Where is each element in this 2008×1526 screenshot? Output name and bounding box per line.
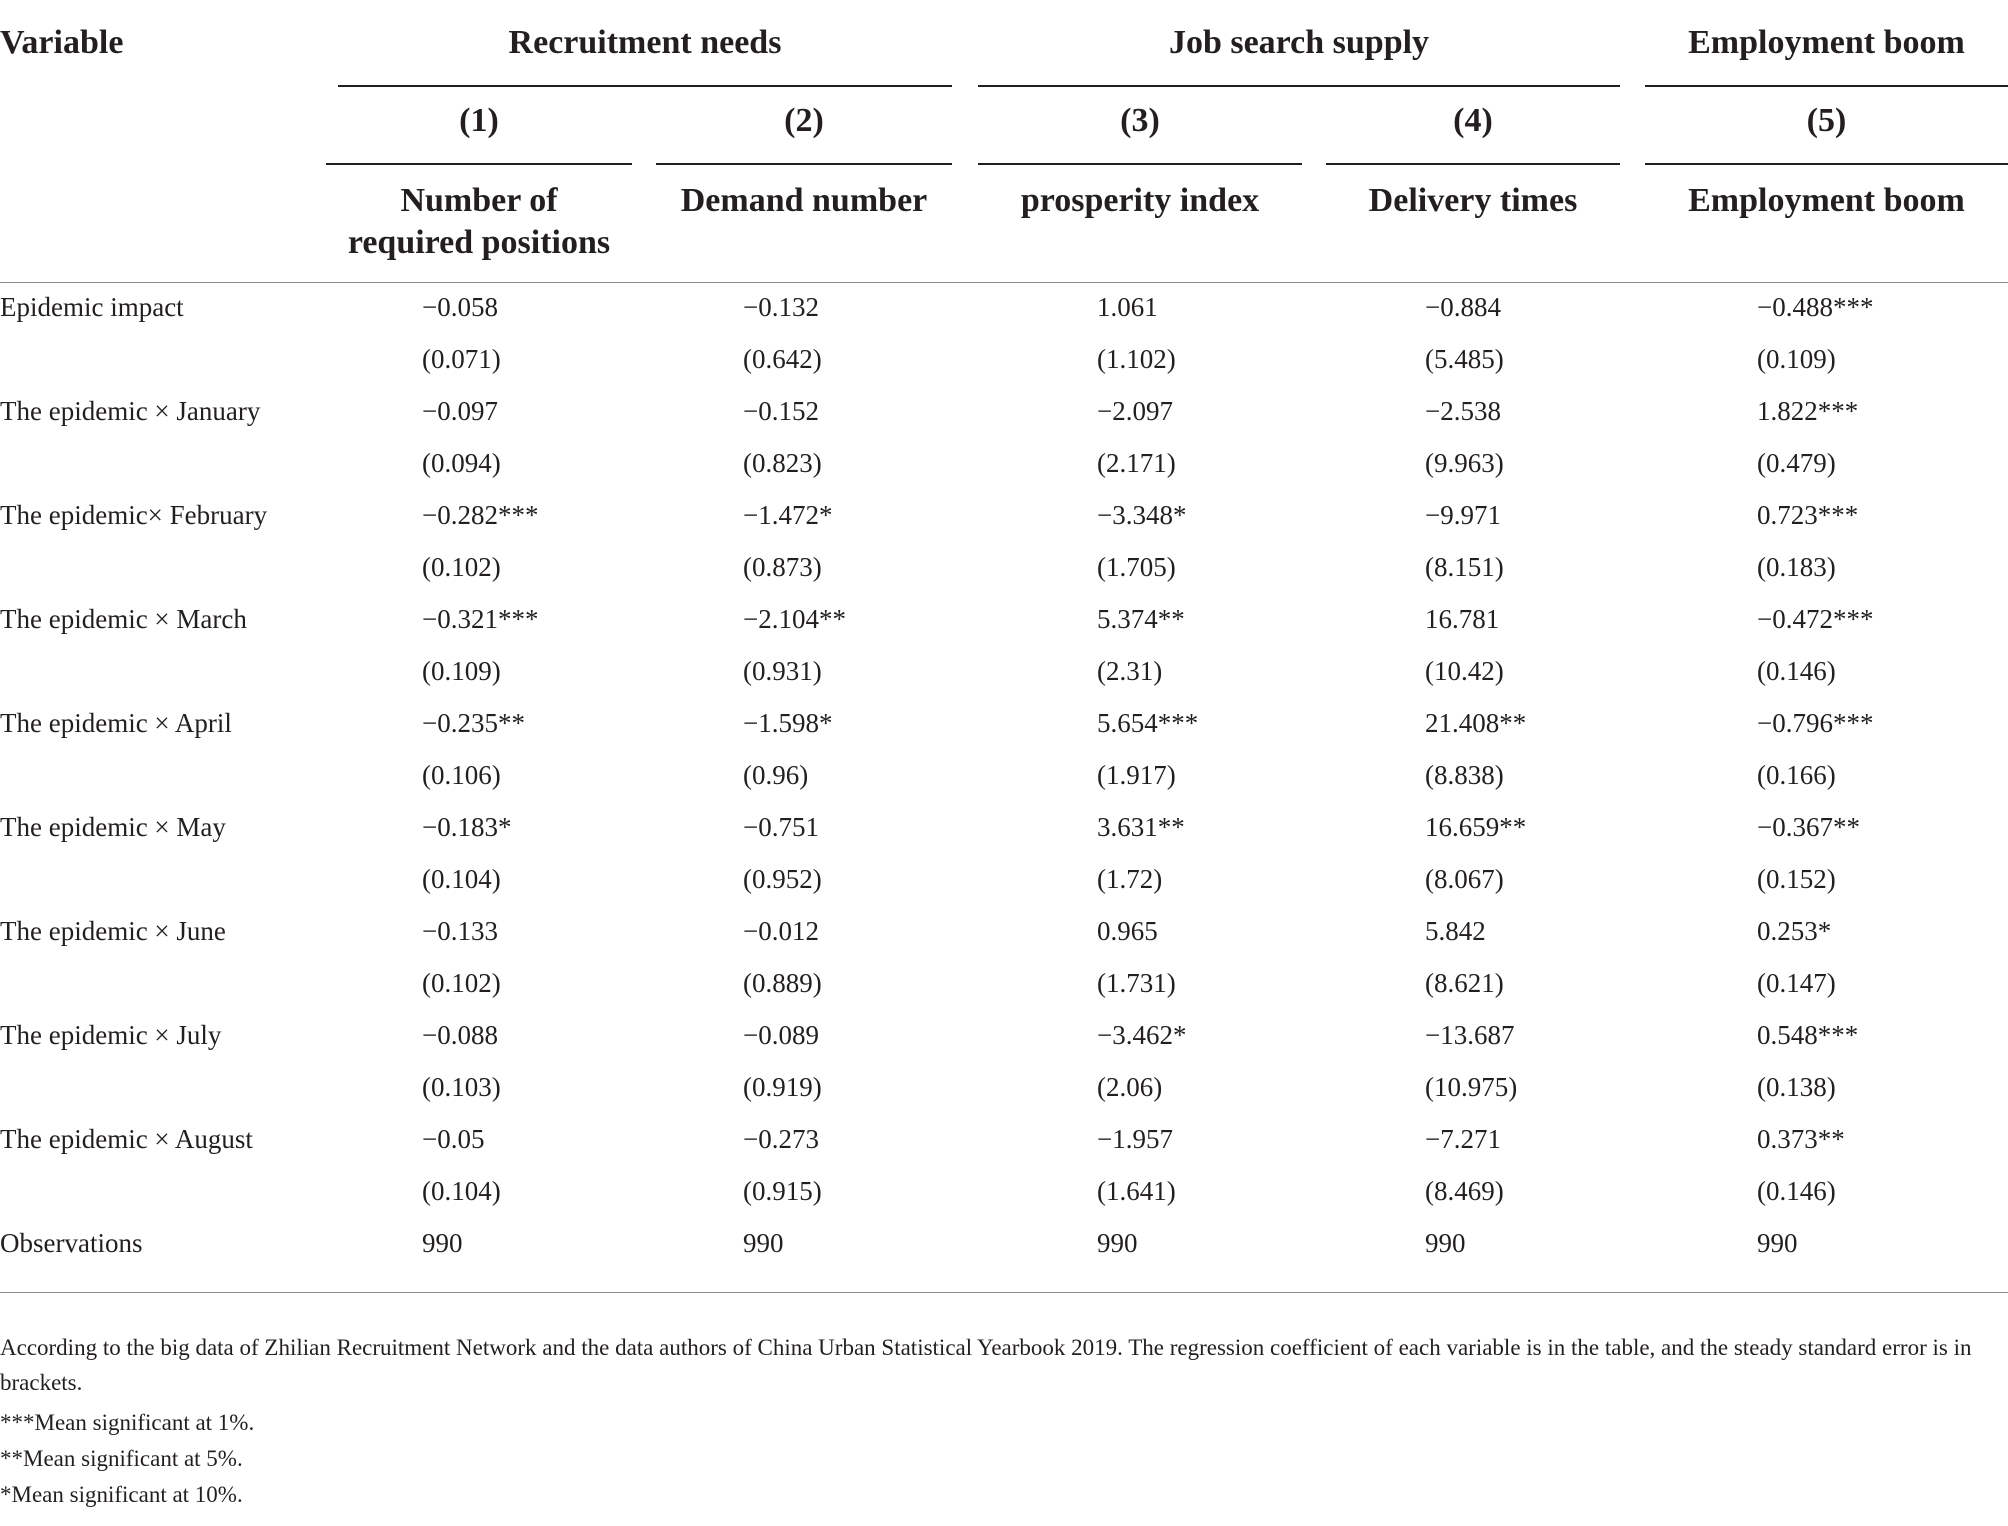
coefficient-cell: −7.271	[1425, 1124, 1501, 1154]
group-header-recruitment: Recruitment needs	[508, 24, 782, 61]
coefficient-cell: −2.097	[1097, 396, 1173, 426]
coefficient-cell: −0.796***	[1757, 708, 1874, 738]
std-error-cell: (0.915)	[743, 1176, 822, 1206]
observations-cell: 990	[743, 1228, 784, 1258]
coefficient-cell: −13.687	[1425, 1020, 1515, 1050]
column-name-1: Number of required positions	[347, 182, 611, 261]
std-error-cell: (0.919)	[743, 1072, 822, 1102]
column-rule-3	[978, 163, 1302, 165]
coefficient-cell: 16.659**	[1425, 812, 1527, 842]
std-error-cell: (0.873)	[743, 552, 822, 582]
column-number-4: (4)	[1453, 102, 1493, 139]
std-error-cell: (1.731)	[1097, 968, 1176, 998]
std-error-cell: (9.963)	[1425, 448, 1504, 478]
std-error-cell: (1.917)	[1097, 760, 1176, 790]
group-rule-3	[1645, 85, 2008, 87]
table-note-source: According to the big data of Zhilian Recruitment Network and the data authors of China Urban Statistical Yearbook 2019. The regression coefficient of each variable is in the table, and the steady standard error is in brackets.	[0, 1335, 1972, 1395]
row-label: The epidemic × July	[0, 1020, 222, 1050]
table-bottom-rule	[0, 1292, 2008, 1293]
row-label: Epidemic impact	[0, 292, 184, 322]
column-number-1: (1)	[459, 102, 499, 139]
coefficient-cell: −0.088	[422, 1020, 498, 1050]
coefficient-cell: −0.282***	[422, 500, 539, 530]
std-error-cell: (8.151)	[1425, 552, 1504, 582]
std-error-cell: (1.641)	[1097, 1176, 1176, 1206]
row-label: The epidemic × June	[0, 916, 226, 946]
table-note-5pct: **Mean significant at 5%.	[0, 1446, 243, 1471]
coefficient-cell: −0.472***	[1757, 604, 1874, 634]
coefficient-cell: 0.965	[1097, 916, 1158, 946]
std-error-cell: (0.96)	[743, 760, 809, 790]
std-error-cell: (0.889)	[743, 968, 822, 998]
row-label: The epidemic × August	[0, 1124, 253, 1154]
row-label: The epidemic × January	[0, 396, 261, 426]
coefficient-cell: 0.373**	[1757, 1124, 1845, 1154]
coefficient-cell: −0.058	[422, 292, 498, 322]
std-error-cell: (2.31)	[1097, 656, 1163, 686]
std-error-cell: (1.72)	[1097, 864, 1163, 894]
std-error-cell: (0.152)	[1757, 864, 1836, 894]
coefficient-cell: 16.781	[1425, 604, 1500, 634]
table-note-10pct: *Mean significant at 10%.	[0, 1482, 243, 1507]
column-name-2: Demand number	[680, 182, 928, 219]
column-number-2: (2)	[784, 102, 824, 139]
column-name-4: Delivery times	[1368, 182, 1578, 219]
coefficient-cell: −3.348*	[1097, 500, 1187, 530]
coefficient-cell: 3.631**	[1097, 812, 1185, 842]
observations-cell: 990	[1757, 1228, 1798, 1258]
coefficient-cell: 0.548***	[1757, 1020, 1859, 1050]
coefficient-cell: −0.367**	[1757, 812, 1860, 842]
std-error-cell: (0.146)	[1757, 1176, 1836, 1206]
row-label: The epidemic× February	[0, 500, 268, 530]
coefficient-cell: 0.723***	[1757, 500, 1859, 530]
column-number-5: (5)	[1806, 102, 1847, 139]
observations-label: Observations	[0, 1228, 143, 1258]
std-error-cell: (0.823)	[743, 448, 822, 478]
observations-cell: 990	[422, 1228, 463, 1258]
coefficient-cell: −0.235**	[422, 708, 525, 738]
std-error-cell: (2.06)	[1097, 1072, 1163, 1102]
group-rule-1	[338, 85, 952, 87]
coefficient-cell: −0.097	[422, 396, 498, 426]
coefficient-cell: −0.152	[743, 396, 819, 426]
coefficient-cell: 5.654***	[1097, 708, 1199, 738]
group-header-employment-boom: Employment boom	[1688, 24, 1965, 61]
coefficient-cell: −1.957	[1097, 1124, 1173, 1154]
column-number-3: (3)	[1120, 102, 1160, 139]
std-error-cell: (0.166)	[1757, 760, 1836, 790]
std-error-cell: (2.171)	[1097, 448, 1176, 478]
std-error-cell: (0.147)	[1757, 968, 1836, 998]
column-rule-2	[656, 163, 952, 165]
std-error-cell: (8.067)	[1425, 864, 1504, 894]
row-label: The epidemic × April	[0, 708, 232, 738]
std-error-cell: (0.642)	[743, 344, 822, 374]
std-error-cell: (0.479)	[1757, 448, 1836, 478]
coefficient-cell: 1.822***	[1757, 396, 1859, 426]
std-error-cell: (1.705)	[1097, 552, 1176, 582]
coefficient-cell: 0.253*	[1757, 916, 1832, 946]
coefficient-cell: −0.488***	[1757, 292, 1874, 322]
std-error-cell: (1.102)	[1097, 344, 1176, 374]
std-error-cell: (0.931)	[743, 656, 822, 686]
std-error-cell: (0.071)	[422, 344, 501, 374]
group-header-job-search: Job search supply	[1168, 24, 1430, 61]
std-error-cell: (8.621)	[1425, 968, 1504, 998]
variable-header: Variable	[0, 24, 124, 61]
std-error-cell: (8.838)	[1425, 760, 1504, 790]
coefficient-cell: −0.884	[1425, 292, 1501, 322]
coefficient-cell: −1.598*	[743, 708, 833, 738]
coefficient-cell: 1.061	[1097, 292, 1158, 322]
coefficient-cell: 5.842	[1425, 916, 1486, 946]
column-rule-1	[326, 163, 632, 165]
table-note-1pct: ***Mean significant at 1%.	[0, 1410, 255, 1435]
observations-cell: 990	[1425, 1228, 1466, 1258]
std-error-cell: (0.138)	[1757, 1072, 1836, 1102]
coefficient-cell: −0.183*	[422, 812, 512, 842]
group-rule-2	[978, 85, 1620, 87]
coefficient-cell: −2.104**	[743, 604, 846, 634]
coefficient-cell: 5.374**	[1097, 604, 1185, 634]
coefficient-cell: −1.472*	[743, 500, 833, 530]
observations-cell: 990	[1097, 1228, 1138, 1258]
coefficient-cell: −0.132	[743, 292, 819, 322]
std-error-cell: (0.109)	[1757, 344, 1836, 374]
coefficient-cell: −0.321***	[422, 604, 539, 634]
coefficient-cell: −0.05	[422, 1124, 485, 1154]
std-error-cell: (0.952)	[743, 864, 822, 894]
coefficient-cell: −0.012	[743, 916, 819, 946]
std-error-cell: (10.42)	[1425, 656, 1504, 686]
row-label: The epidemic × March	[0, 604, 247, 634]
std-error-cell: (0.183)	[1757, 552, 1836, 582]
coefficient-cell: −0.751	[743, 812, 819, 842]
column-rule-5	[1645, 163, 2008, 165]
coefficient-cell: −3.462*	[1097, 1020, 1187, 1050]
std-error-cell: (0.102)	[422, 552, 501, 582]
coefficient-cell: −0.089	[743, 1020, 819, 1050]
std-error-cell: (0.104)	[422, 1176, 501, 1206]
row-label: The epidemic × May	[0, 812, 226, 842]
column-name-5: Employment boom	[1688, 182, 1965, 219]
std-error-cell: (0.094)	[422, 448, 501, 478]
column-rule-4	[1326, 163, 1620, 165]
std-error-cell: (5.485)	[1425, 344, 1504, 374]
coefficient-cell: −9.971	[1425, 500, 1501, 530]
std-error-cell: (0.103)	[422, 1072, 501, 1102]
std-error-cell: (0.146)	[1757, 656, 1836, 686]
std-error-cell: (0.106)	[422, 760, 501, 790]
std-error-cell: (0.104)	[422, 864, 501, 894]
coefficient-cell: −2.538	[1425, 396, 1501, 426]
coefficient-cell: −0.273	[743, 1124, 819, 1154]
header-bottom-rule	[0, 282, 2008, 283]
std-error-cell: (0.102)	[422, 968, 501, 998]
std-error-cell: (8.469)	[1425, 1176, 1504, 1206]
std-error-cell: (10.975)	[1425, 1072, 1518, 1102]
coefficient-cell: −0.133	[422, 916, 498, 946]
std-error-cell: (0.109)	[422, 656, 501, 686]
coefficient-cell: 21.408**	[1425, 708, 1527, 738]
column-name-3: prosperity index	[1020, 182, 1260, 219]
